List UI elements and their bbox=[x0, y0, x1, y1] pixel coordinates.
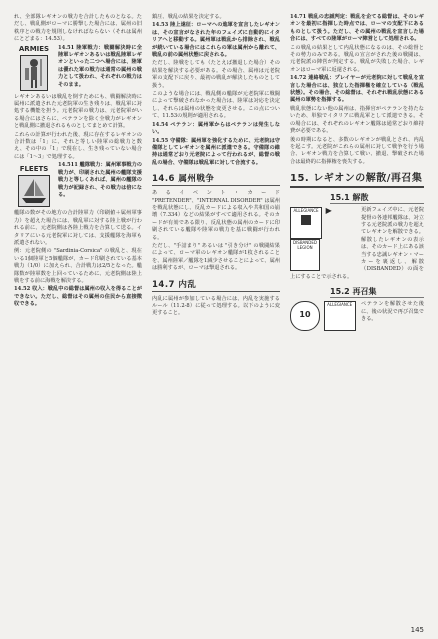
paragraph: レギオンあるいは戦乱を倒すためにも、戦闘解決時に属州に派遣された元老院軍の生き残りは、戦乱軍に対処する機能を担う。元老院軍の戦力は、元老院軍がいる場合にはさらに、ペテランを除く全戦力がレギオンと戦乱側に撤退されるものとしてまとめて計算。 bbox=[14, 93, 142, 130]
section-15-2-heading: 15.2 再召集 bbox=[330, 286, 424, 298]
paragraph: 内乱に属州が参加している場合には、内乱を実施するルール（11.2-8）に従って処理する。以下のように変更すること。 bbox=[152, 295, 280, 317]
rule-14-54: 14.54 ペテラン：属州軍からはペテランは発生しない。 bbox=[152, 121, 280, 136]
arrow-icon: ▶ bbox=[325, 206, 332, 216]
rule-14-53: 14.53 陸上遠征：ローマへの進軍を宣言したレギオンは、その宣言がなされた年のフェイズに自動的にイタリアへと移動する。属州軍は戦乱から排除され、戦乱が続いている場合にはこれらの軍は属州から離れて、戦乱の前の属州状態に戻される。 bbox=[152, 22, 280, 59]
paragraph: あるイベント・カード "PRETENDER"、"INTERNAL DISORDER" は属州を戦乱状態にし、反乱カードによる収入や共和国の崩壊（7.334）などの結果がすべて適用される。そのカードが有効である限り、反乱状態の属州のカードに印刷されている艦隊や陸軍の戦力を基に戦闘が行われる。 bbox=[152, 190, 280, 241]
rule-14-51: 14.51 陸軍戦力：戦闘解決時に全陸軍レギオンあるいは戦乱陸軍レギオンといった二つへ場合には、陸軍は優れた軍の戦力は通常の属州の戦力として扱われ、それぞれの戦力はそのまま。 bbox=[58, 44, 142, 88]
counter-illustration bbox=[290, 207, 358, 271]
section-14-6-heading: 14.6 属州戦争 bbox=[152, 173, 280, 186]
allegiance-counter bbox=[290, 207, 322, 239]
column-right bbox=[290, 14, 424, 333]
column-middle bbox=[152, 14, 280, 319]
legion-label: LEGION bbox=[297, 245, 313, 251]
armies-label: ARMIES bbox=[18, 44, 50, 53]
soldier-icon bbox=[20, 55, 48, 91]
paragraph: ただし、陸戦をしても（たとえば撤退した場合）その結果を解決する必要がある。その場合、属州は元老院軍の支配下に戻り、最初の戦乱が解決したものとして扱う。 bbox=[152, 60, 280, 89]
rule-14-511: 14.511 艦隊戦力：属州軍事戦力の戦力が、印刷された属州の艦隊支援戦力と等しくあれば、属州の艦隊の戦力が記録され、その戦力は倍になる。 bbox=[58, 162, 142, 198]
rule-14-72: 14.72 連絡戦乱：プレイヤーが元老院に対して戦乱を宣言した場合には、独立した指揮権を確立している（戦乱状態）。その場合、その総督は、それぞれ戦乱状態にある属州の軍勢を指揮する。 bbox=[290, 75, 424, 104]
legion-number: 10 bbox=[299, 310, 311, 320]
section-15-heading: 15. レギオンの解散/再召集 bbox=[290, 172, 424, 188]
allegiance-label: ALLEGIANCE bbox=[293, 208, 319, 214]
page-number: 145 bbox=[410, 625, 424, 634]
disbanded-counter bbox=[290, 239, 320, 271]
section-14-7-heading: 14.7 内乱 bbox=[152, 279, 280, 292]
rule-14-71: 14.71 戦乱の忠誠判定：戦乱を企てる総督は、そのレギオンを最初に指揮した時点では、ローマの支配下にあるものとして扱う。ただし、その属州の戦乱を宣言した場合には、すべての陸軍がローマ陣営として処理される。 bbox=[290, 14, 424, 43]
column-left bbox=[14, 14, 142, 310]
fleets-icon-block bbox=[14, 165, 54, 208]
paragraph: 鎮圧、戦乱の結果を決定する。 bbox=[152, 14, 225, 20]
disbanded-label: DISBANDED bbox=[293, 240, 317, 246]
paragraph: これらの計算が行われた後、現に存在するレギオンの合計数は「1」に、それと等しい陸軍の総戦力と数え、その中の「1」で現在し、生き残っていない場合には「1〜3」で処理する。 bbox=[14, 131, 142, 160]
armies-icon-block bbox=[14, 45, 54, 92]
paragraph: 後の時期になると、多数のレギオンが戦乱とされ、内乱を起こす。元老院がこれらの属州に対して戦争を行う場合、レギオン戦力を合算して戦い、撤退、撃破された場合は最終的に指揮権を喪失する。 bbox=[290, 136, 424, 165]
paragraph: ただし、"手詰まり" あるいは "引き分け" の戦闘結果によって、ローマ軍のレギオン艦隊が1枚されることを、属州陸軍／艦隊を1減少させることによって、属州は勝利するが、ローマは撃退される。 bbox=[152, 242, 280, 272]
ship-icon bbox=[18, 175, 50, 207]
allegiance-label: ALLEGIANCE bbox=[327, 302, 353, 308]
paragraph: この戦乱の結果として内乱状態になるのは、その総督とその勢力のみである。戦乱の宣言がされた後の戦闘は、元老院派の陣営が判定する。戦乱が失敗した場合、レギオンはローマ軍に返還される。 bbox=[290, 44, 424, 73]
reform-counter-illustration bbox=[290, 301, 358, 331]
paragraph: れ、全部隊レギオンの戦力を合計したものとなる。ただし、戦乱側がローマに勝撃した場合には、属州の旧秩序との戦力を規則しなければならない（それは属州にとどまる：14.53）。 bbox=[14, 14, 142, 43]
paragraph: 戦乱状態にない他の属州は、指揮官がペテランを持たないため、単独でイタリアに戦乱軍として派遣できる。その場合には、それぞれのレギオン艦隊は通常どおり維持費が必要である。 bbox=[290, 105, 424, 135]
section-15-1-heading: 15.1 解散 bbox=[330, 192, 424, 204]
rule-14-55: 14.55 守備隊：属州軍を強化するために、元老院は守備隊としてレギオンを属州に派遣できる。守備隊の維持は通常どおり元老院によって行われるが、総督の戦乱の場合、守備隊は戦乱軍に対して合流する。 bbox=[152, 137, 280, 166]
paragraph: このような場合には、戦乱側の艦隊が元老院軍に戦闘によって撃破されなかった場合は、陸軍は対応を決定し、それらは属州の状態を変更させる。この点について、11.53の規則が適用される。 bbox=[152, 91, 280, 120]
paragraph: 艦隊の数がその地方の合計陸軍力（印刷値＋属州軍事力）を超えた場合には、戦乱軍に対する陸上戦が行われる前に、元老院側は各陸上戦力を合算して送る。イタリアにいる元老院軍に対しては、支援艦隊を海軍も派遣されない。 bbox=[14, 210, 142, 246]
allegiance-counter bbox=[324, 301, 356, 331]
rule-14-52: 14.52 収入：戦乱中の総督は属州の収入を得ることができない。ただし、総督はその属州の住民から直接徴収できる。 bbox=[14, 286, 142, 308]
paragraph: ペテランを解散させた後に、後の状況で再び召集できる。 bbox=[361, 301, 424, 322]
paragraph: 更新フェイズ中に、元老院提督の各連邦艦隊は、対立する元老院派の戦力を超えてレギオンを解散できる。解散したレギオンの表示は、そのカード上にある該当する忠誠レギオン・マーカーを裏返し、解散（DISBANDED）の面を上にすることで示される。 bbox=[290, 207, 424, 280]
fleets-label: FLEETS bbox=[19, 165, 49, 174]
example: 例：元老院側の "Sardinia-Corsica" の戦乱と、現在いる1個陸軍と5個艦隊が、カード印刷されている基本戦力（1/0）に加えられ、合計戦力は2/5となった。艦隊数が陸軍数を上回っているために、元老院側は陸上戦をする前に海戦を解決する。 bbox=[14, 248, 142, 284]
legion-counter bbox=[290, 301, 320, 331]
eagle-icon bbox=[299, 213, 313, 227]
